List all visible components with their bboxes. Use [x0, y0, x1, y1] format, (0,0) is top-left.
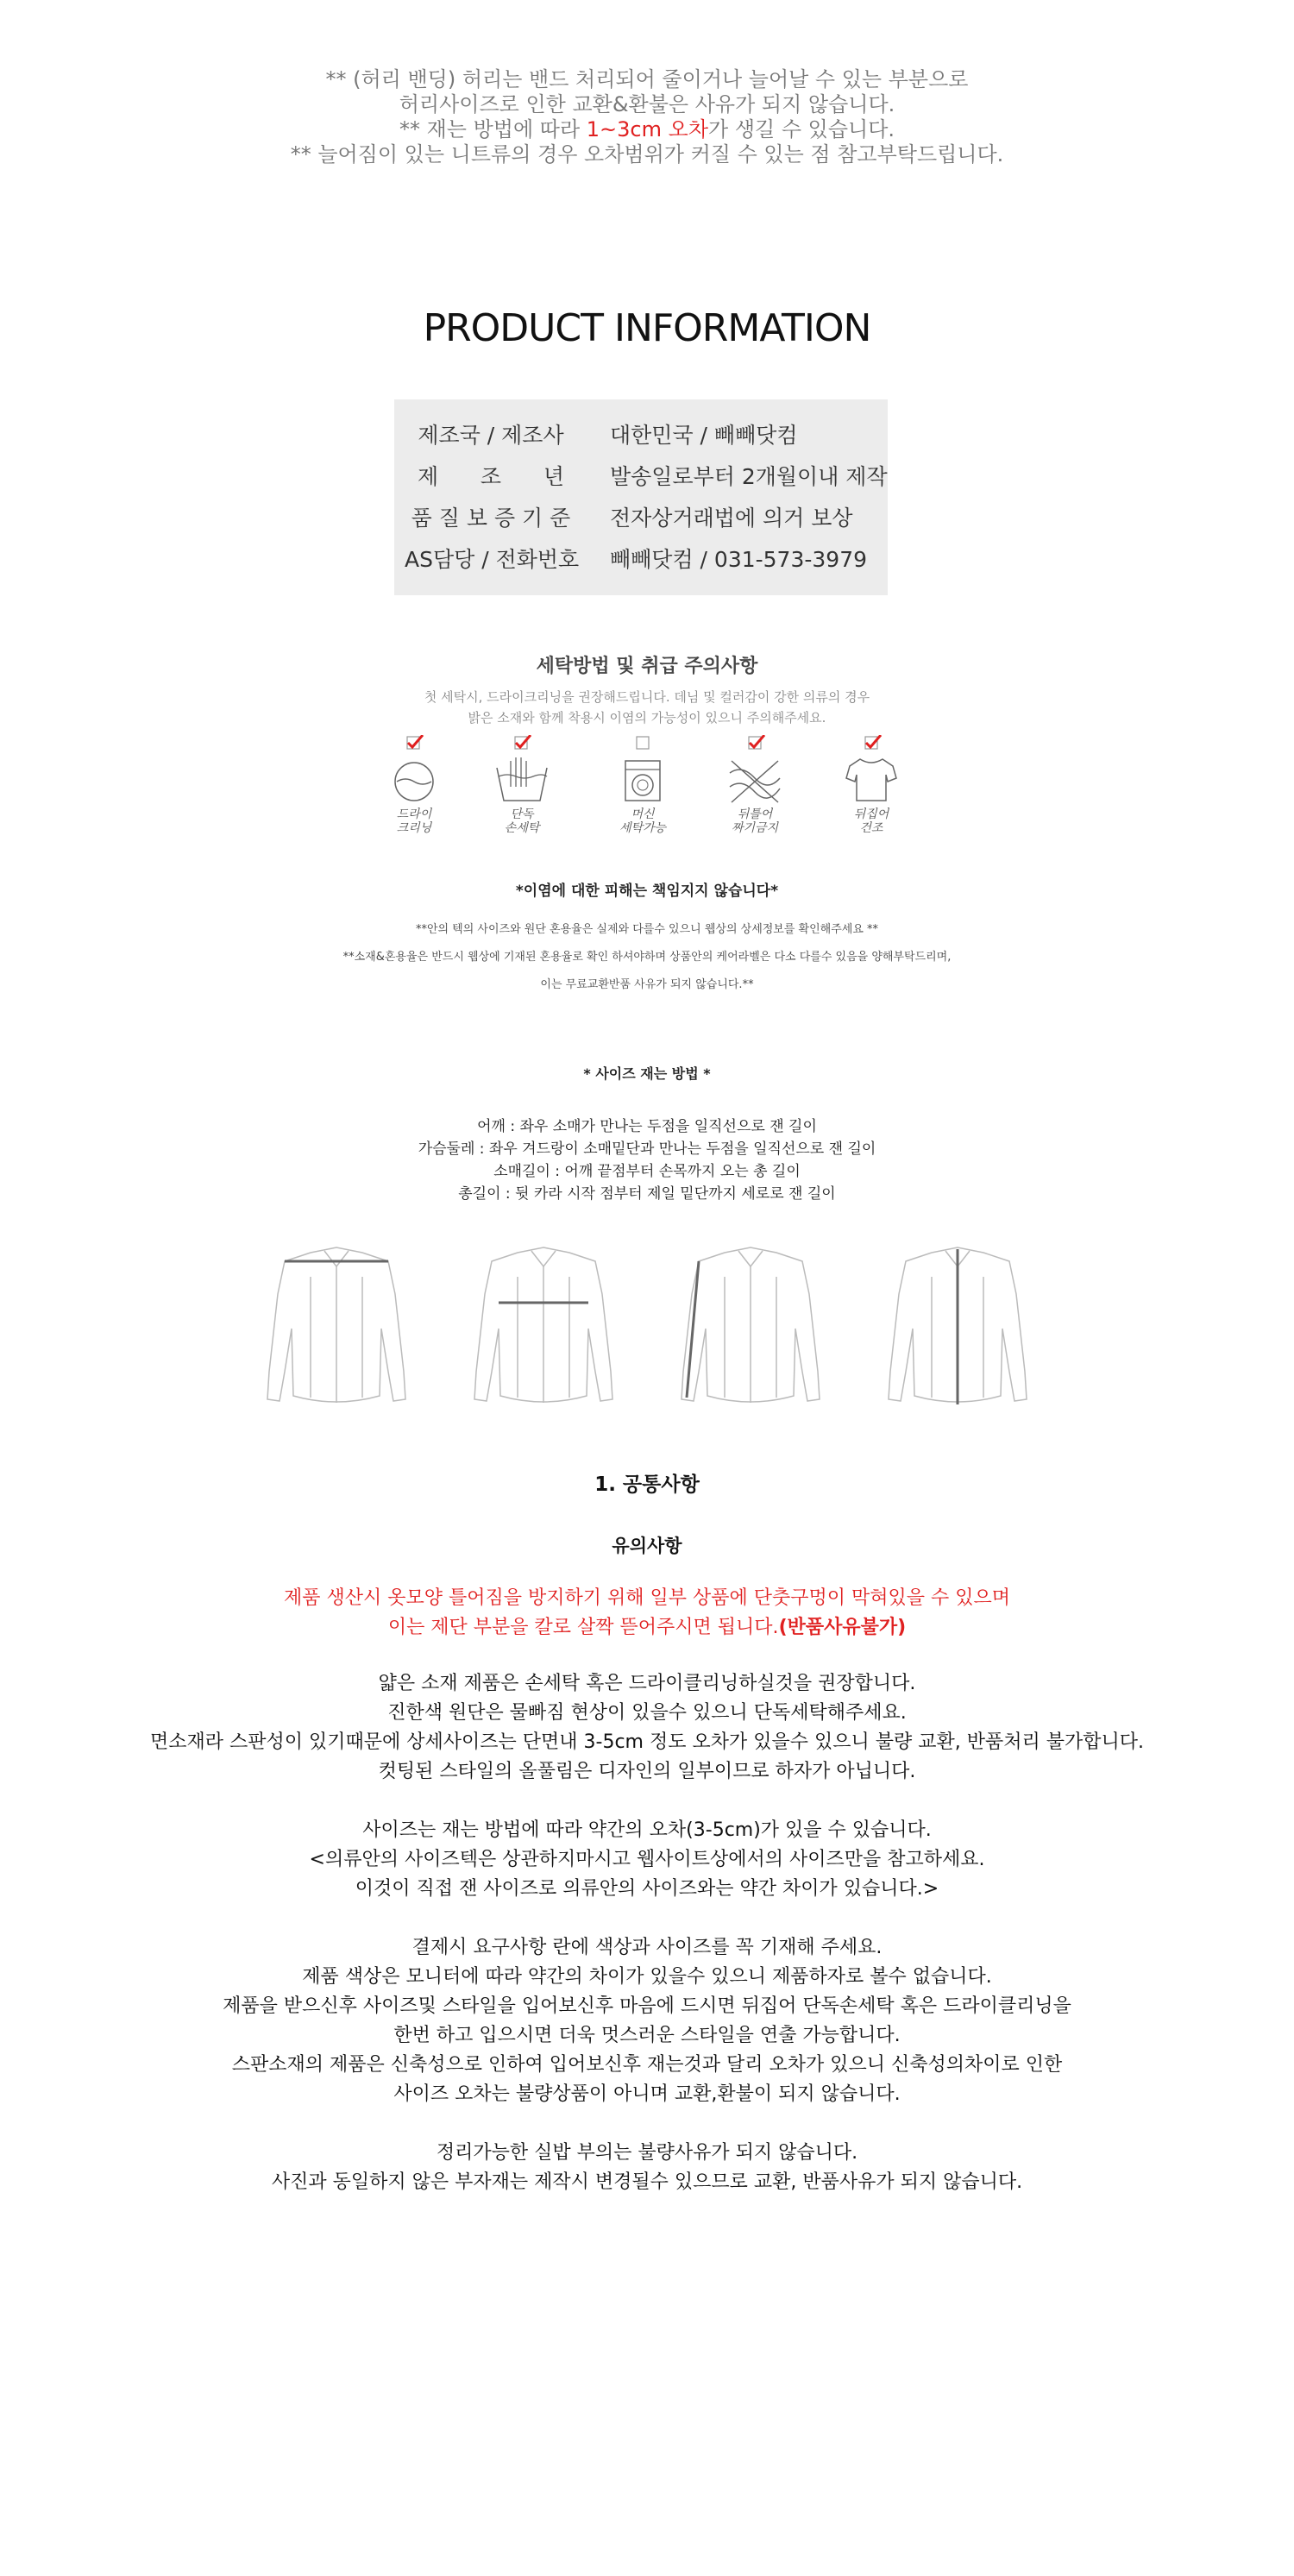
notice-line: 사이즈 오차는 불량상품이 아니며 교환,환불이 되지 않습니다. — [393, 2083, 901, 2105]
info-value: 전자상거래법에 의거 보상 — [610, 506, 853, 531]
info-label — [405, 460, 577, 491]
shoulder-measure-diagram — [250, 1242, 423, 1415]
notice-line: 정리가능한 실밥 부의는 불량사유가 되지 않습니다. — [436, 2142, 858, 2164]
no-wring-icon-graphic — [725, 735, 785, 804]
chest-measure-diagram — [457, 1242, 630, 1415]
top-notes — [0, 67, 1294, 167]
size-method-title: * 사이즈 재는 방법 * — [583, 1065, 711, 1082]
inside-out-dry-icon — [837, 735, 906, 847]
size-method-line: 소매길이 : 어깨 끝점부터 손목까지 오는 총 길이 — [493, 1163, 801, 1180]
hand-wash-icon-graphic — [492, 735, 552, 804]
dry-clean-icon-graphic — [388, 735, 440, 804]
info-row — [394, 460, 888, 501]
care-label: 건조 — [859, 821, 883, 835]
care-label: 뒤틀어 — [737, 807, 773, 821]
machine-wash-icon — [608, 735, 677, 847]
top-note-line: ** 늘어짐이 있는 니트류의 경우 오차범위가 커질 수 있는 점 참고부탁드립니다. — [290, 142, 1004, 166]
care-label: 세탁가능 — [619, 821, 667, 835]
dry-clean-icon — [380, 735, 449, 847]
red-notice-line: 제품 생산시 옷모양 틀어짐을 방지하기 위해 일부 상품에 단춧구멍이 막혀있을 수 있으며 — [284, 1587, 1010, 1609]
care-desc-line: 밝은 소재와 함께 착용시 이염의 가능성이 있으니 주의해주세요. — [468, 710, 826, 726]
top-note-line — [0, 117, 1294, 142]
care-label: 짜기금지 — [731, 821, 779, 835]
notice-line: 면소재라 스판성이 있기때문에 상세사이즈는 단면내 3-5cm 정도 오차가 있을수 있으니 불량 교환, 반품처리 불가합니다. — [150, 1731, 1144, 1753]
size-method-line: 총길이 : 뒷 카라 시작 점부터 제일 밑단까지 세로로 잰 길이 — [458, 1185, 836, 1203]
care-label: 손세탁 — [504, 821, 540, 835]
hand-wash-icon — [487, 735, 556, 847]
info-row — [394, 418, 888, 460]
red-notice-line — [0, 1613, 1294, 1643]
red-notice-text: 이는 제단 부분을 칼로 살짝 뜯어주시면 됩니다. — [387, 1617, 779, 1638]
top-note-line: 허리사이즈로 인한 교환&환불은 사유가 되지 않습니다. — [399, 92, 895, 116]
notice-line: 진한색 원단은 물빠짐 현상이 있을수 있으니 단독세탁해주세요. — [387, 1702, 907, 1724]
notice-line: 사진과 동일하지 않은 부자재는 제작시 변경될수 있으므로 교환, 반품사유가 되지 않습니다. — [271, 2171, 1023, 2193]
notice-paragraph — [0, 2139, 1294, 2197]
notice-line: 얇은 소재 제품은 손세탁 혹은 드라이클리닝하실것을 권장합니다. — [378, 1673, 916, 1694]
info-label: AS담당 / 전화번호 — [405, 547, 580, 572]
info-label: 품 질 보 증 기 준 — [411, 506, 571, 531]
top-note-text: 가 생길 수 있습니다. — [708, 117, 895, 141]
care-icons — [380, 735, 914, 847]
red-notice — [0, 1584, 1294, 1643]
notice-line: 결제시 요구사항 란에 색상과 사이즈를 꼭 기재해 주세요. — [411, 1937, 883, 1958]
error-range-highlight: 1~3cm 오차 — [586, 117, 709, 141]
notice-line: 제품 색상은 모니터에 따라 약간의 차이가 있을수 있으니 제품하자로 볼수 없습니다. — [302, 1966, 992, 1988]
top-note-text: ** 재는 방법에 따라 — [399, 117, 587, 141]
no-wring-icon — [720, 735, 789, 847]
care-desc-line: 첫 세탁시, 드라이크리닝을 권장해드립니다. 데님 및 컬러감이 강한 의류의 경우 — [424, 689, 870, 705]
notice-line: <의류안의 사이즈텍은 상관하지마시고 웹사이트상에서의 사이즈만을 참고하세요. — [309, 1849, 985, 1870]
no-return-label: (반품사유불가) — [778, 1617, 907, 1638]
disclaimer-notes — [0, 916, 1294, 999]
notice-paragraph — [0, 1669, 1294, 1787]
section-title: 1. 공통사항 — [594, 1473, 700, 1496]
care-label: 크리닝 — [396, 821, 432, 835]
info-value: 발송일로부터 2개월이내 제작 — [610, 464, 888, 489]
size-method-lines — [0, 1115, 1294, 1205]
notice-paragraph — [0, 1933, 1294, 2109]
disclaimer-note: **안의 텍의 사이즈와 원단 혼용율은 실제와 다를수 있으니 웹상의 상세정보를 확인해주세요 ** — [415, 923, 879, 936]
notice-line: 사이즈는 재는 방법에 따라 약간의 오차(3-5cm)가 있을 수 있습니다. — [362, 1819, 932, 1841]
notice-body — [0, 1669, 1294, 2227]
info-label: 제조국 / 제조사 — [418, 423, 564, 448]
notice-paragraph — [0, 1816, 1294, 1904]
measurement-diagrams — [250, 1242, 1044, 1415]
product-info-title: PRODUCT INFORMATION — [423, 306, 871, 350]
info-row — [394, 543, 888, 584]
care-label: 뒤집어 — [853, 807, 889, 821]
sleeve-measure-diagram — [664, 1242, 837, 1415]
notice-line: 제품을 받으신후 사이즈및 스타일을 입어보신후 마음에 드시면 뒤집어 단독손세탁 혹은 드라이클리닝을 — [223, 1995, 1071, 2017]
care-description — [0, 687, 1294, 728]
product-info-table — [394, 399, 888, 595]
notice-line: 한번 하고 입으시면 더욱 멋스러운 스타일을 연출 가능합니다. — [393, 2025, 901, 2046]
machine-wash-icon-graphic — [617, 735, 669, 804]
size-method-line: 어깨 : 좌우 소매가 만나는 두점을 일직선으로 잰 길이 — [477, 1118, 817, 1135]
disclaimer-note: **소재&혼용율은 반드시 웹상에 기재된 혼용율로 확인 하셔야하며 상품안의 케어라벨은 다소 다를수 있음을 양해부탁드리며, — [342, 951, 952, 964]
notice-subtitle: 유의사항 — [612, 1536, 682, 1556]
care-title: 세탁방법 및 취급 주의사항 — [536, 656, 758, 677]
info-value: 대한민국 / 빼빼닷컴 — [610, 423, 798, 448]
inside-out-dry-icon-graphic — [841, 735, 901, 804]
care-label: 머신 — [631, 807, 655, 821]
info-label-text: 제 조 년 — [418, 464, 564, 489]
care-label: 드라이 — [396, 807, 432, 821]
info-row — [394, 501, 888, 543]
care-label: 단독 — [510, 807, 534, 821]
notice-line: 스판소재의 제품은 신축성으로 인하여 입어보신후 재는것과 달리 오차가 있으니 신축성의차이로 인한 — [231, 2054, 1063, 2076]
disclaimer-note: 이는 무료교환반품 사유가 되지 않습니다.** — [540, 978, 754, 991]
length-measure-diagram — [871, 1242, 1044, 1415]
notice-line: 컷팅된 스타일의 올풀림은 디자인의 일부이므로 하자가 아닙니다. — [378, 1761, 916, 1782]
size-method-line: 가슴둘레 : 좌우 겨드랑이 소매밑단과 만나는 두점을 일직선으로 잰 길이 — [418, 1140, 876, 1158]
disclaimer-bold: *이염에 대한 피해는 책임지지 않습니다* — [515, 883, 779, 900]
info-value: 빼빼닷컴 / 031-573-3979 — [610, 547, 868, 572]
top-note-line: ** (허리 밴딩) 허리는 밴드 처리되어 줄이거나 늘어날 수 있는 부분으로 — [325, 67, 969, 91]
notice-line: 이것이 직접 잰 사이즈로 의류안의 사이즈와는 약간 차이가 있습니다.> — [355, 1878, 939, 1900]
